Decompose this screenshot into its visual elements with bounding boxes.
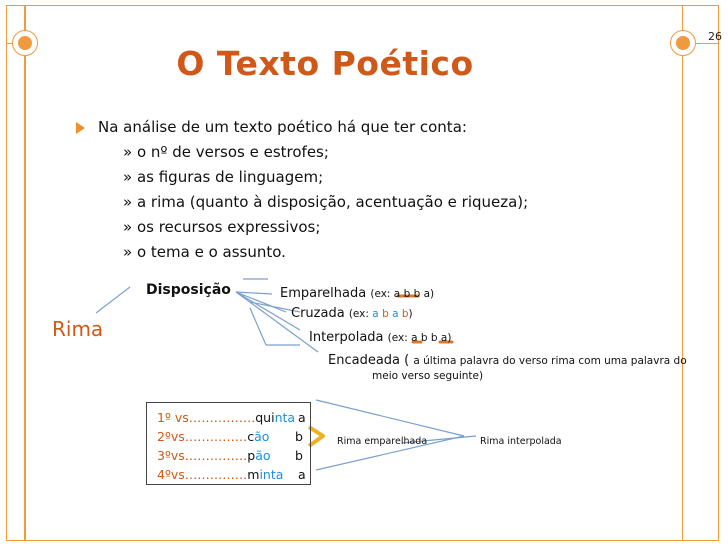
verse-word: m — [247, 467, 260, 482]
rhyme-letter: a — [298, 410, 306, 425]
rhyme-letter: b — [295, 448, 303, 463]
cruzada-ex-open: (ex: — [348, 308, 369, 320]
interpolada-category — [309, 330, 451, 345]
interpolada-example: (ex: a b b a) — [387, 332, 452, 344]
list-item: » o nº de versos e estrofes; — [123, 143, 329, 161]
verse-word: qui — [255, 410, 275, 425]
cruzada-category — [291, 306, 413, 321]
cruzada-example — [349, 308, 413, 320]
list-item: » o tema e o assunto. — [123, 243, 286, 261]
verse-word-ending: ão — [255, 448, 271, 463]
verse-row — [157, 448, 271, 463]
rhyme-letter: b — [295, 429, 303, 444]
list-item: » os recursos expressivos; — [123, 218, 321, 236]
intro-text: Na análise de um texto poético há que ter conta: — [98, 118, 467, 136]
encadeada-note-line2: meio verso seguinte) — [372, 370, 484, 382]
cruzada-ex-close: ) — [408, 308, 413, 320]
cruzada-ex-b: b — [382, 308, 389, 320]
verse-word-ending: inta — [259, 467, 284, 482]
rima-label: Rima — [52, 317, 104, 341]
verse-prefix: 4ºvs — [157, 467, 185, 482]
encadeada-category — [328, 353, 687, 368]
verse-dots: …………… — [184, 467, 248, 482]
cruzada-ex-b: b — [401, 308, 409, 320]
cruzada-ex-a: a — [392, 308, 399, 320]
rima-interpolada-label: Rima interpolada — [480, 436, 562, 447]
emparelhada-label: Emparelhada — [280, 286, 367, 301]
interpolada-label: Interpolada — [309, 330, 384, 345]
disposicao-label: Disposição — [146, 282, 231, 298]
encadeada-label: Encadeada ( — [328, 353, 410, 368]
list-item: » a rima (quanto à disposição, acentuação e riqueza); — [123, 193, 529, 211]
verse-word-ending: ão — [254, 429, 270, 444]
encadeada-note-line1: a última palavra do verso rima com uma palavra do — [413, 355, 687, 367]
emparelhada-category — [280, 286, 434, 301]
cruzada-label: Cruzada — [291, 306, 345, 321]
verse-dots: ……………. — [188, 410, 256, 425]
emparelhada-example: (ex: a b b a) — [370, 288, 435, 300]
verse-word-ending: nta — [274, 410, 296, 425]
page-number: 26 — [708, 30, 722, 43]
verse-dots: …………… — [184, 448, 248, 463]
verse-row — [157, 467, 283, 482]
verse-prefix: 2ºvs — [157, 429, 185, 444]
verse-prefix: 3ºvs — [157, 448, 185, 463]
verse-row — [157, 410, 295, 425]
verse-row — [157, 429, 269, 444]
list-item: » as figuras de linguagem; — [123, 168, 324, 186]
cruzada-ex-a: a — [372, 308, 379, 320]
verse-dots: …………… — [184, 429, 248, 444]
verse-word: p — [247, 448, 256, 463]
verse-prefix: 1º vs — [157, 410, 189, 425]
rhyme-letter: a — [298, 467, 306, 482]
rima-emparelhada-label: Rima emparelhada — [337, 436, 428, 447]
verse-word: c — [247, 429, 255, 444]
slide-title: O Texto Poético — [176, 44, 474, 83]
